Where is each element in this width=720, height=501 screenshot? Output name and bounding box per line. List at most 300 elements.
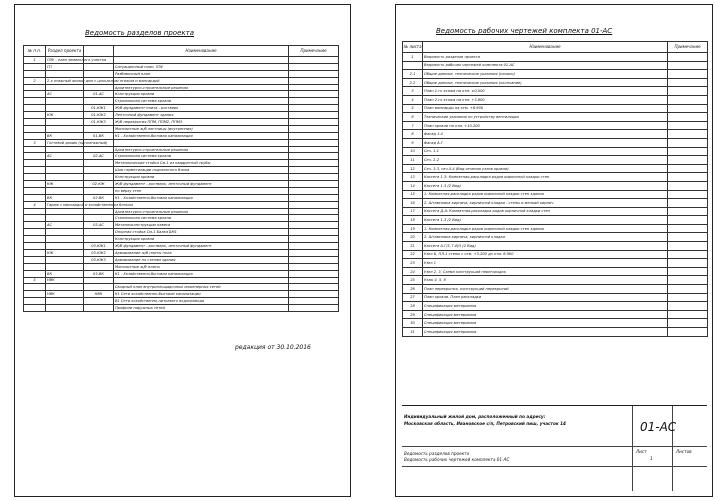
- drawings-cell: 17: [403, 207, 423, 216]
- drawings-row: [403, 267, 708, 276]
- sections-cell: [84, 215, 114, 222]
- drawings-cell: 7: [403, 121, 423, 130]
- sections-row: [24, 160, 339, 167]
- sections-cell: К1 - Хозяйственно-бытовая канализация: [114, 270, 289, 277]
- sections-cell: 01-АС: [84, 91, 114, 98]
- sections-cell: [289, 146, 339, 153]
- sections-cell: [289, 119, 339, 126]
- sections-cell: 03-ВК: [84, 270, 114, 277]
- drawings-header-cell: Примечание: [668, 42, 708, 53]
- sections-cell: [24, 263, 46, 270]
- drawings-cell: 22: [403, 250, 423, 259]
- sections-cell: Металлические стойки См-1 из квадратной трубы: [114, 160, 289, 167]
- drawings-row: [403, 190, 708, 199]
- sections-cell: К1 - Хозяйственно-бытовая канализация: [114, 132, 289, 139]
- sections-cell: Гараж с мансардой и хозяйственным блоком: [47, 202, 133, 207]
- sections-row: [24, 98, 339, 105]
- drawings-row: [403, 181, 708, 190]
- sections-cell: [84, 284, 114, 291]
- title-block: [402, 405, 707, 491]
- sections-cell: [289, 70, 339, 77]
- sections-row: [24, 105, 339, 112]
- drawings-cell: [668, 113, 708, 122]
- sections-cell: Ленточный фундамент здания: [114, 112, 289, 119]
- drawings-row: [403, 173, 708, 182]
- sections-cell: Сводный план внутриплощадочных инженерных сетей: [114, 284, 289, 291]
- drawings-cell: [668, 53, 708, 62]
- drawings-cell: [668, 276, 708, 285]
- sections-cell: [24, 70, 46, 77]
- drawings-cell: 1. Комнатная-раскладка рядов кирпичной кладки стен здания: [423, 224, 668, 233]
- sections-cell: [24, 98, 46, 105]
- sections-cell: 1: [24, 57, 46, 64]
- sections-cell: Архитектурно-строительные решения: [114, 84, 289, 91]
- drawings-cell: [668, 293, 708, 302]
- drawings-cell: 24: [403, 267, 423, 276]
- drawings-row: [403, 164, 708, 173]
- sections-cell: Ж/б фундамент - ростверк, ленточный фундамент: [114, 243, 289, 250]
- sections-header-cell: № п.п.: [24, 46, 46, 57]
- sections-cell: Шов герметизации подоконного блока: [114, 167, 289, 174]
- drawings-cell: [668, 87, 708, 96]
- sections-row: [24, 243, 339, 250]
- sections-cell: [84, 263, 114, 270]
- drawings-row: [403, 147, 708, 156]
- drawings-cell: [668, 104, 708, 113]
- drawings-cell: Сеч. 2-2: [423, 156, 668, 165]
- sections-row: [24, 119, 339, 126]
- sections-cell: Стропильная система кровли: [114, 98, 289, 105]
- drawings-row: [403, 319, 708, 328]
- sections-cell: [24, 174, 46, 181]
- sections-cell: 02-АС: [84, 153, 114, 160]
- sections-row: [24, 132, 339, 139]
- sections-row: [24, 139, 339, 146]
- drawings-cell: 16: [403, 199, 423, 208]
- drawings-row: [403, 302, 708, 311]
- sections-cell: [46, 215, 84, 222]
- drawings-row: [403, 121, 708, 130]
- drawings-cell: [668, 181, 708, 190]
- sections-cell: [84, 298, 114, 305]
- sections-cell: [289, 243, 339, 250]
- sections-cell: АС: [46, 91, 84, 98]
- drawings-cell: [668, 207, 708, 216]
- sections-cell: [46, 298, 84, 305]
- drawings-cell: 12: [403, 164, 423, 173]
- sections-cell: [24, 284, 46, 291]
- drawings-row: [403, 156, 708, 165]
- sections-cell: НВК: [46, 291, 84, 298]
- sections-row: [24, 270, 339, 277]
- left-drawing-sheet: [14, 4, 351, 497]
- sections-cell: К1 - Хозяйственно-бытовая канализация: [114, 194, 289, 201]
- sections-row: [24, 263, 339, 270]
- drawings-cell: Кассета А-Г/3, Г-В/3 (2 Вид): [423, 242, 668, 251]
- sections-row: [24, 194, 339, 201]
- drawings-row: [403, 113, 708, 122]
- drawings-cell: Ведомость рабочих чертежей комплекта 01-АС: [423, 61, 668, 70]
- sections-cell: АС: [46, 222, 84, 229]
- drawings-cell: Кассета 1-3 (2 Вид): [423, 181, 668, 190]
- drawings-cell: 2.2: [403, 78, 423, 87]
- sections-cell: ГП: [46, 63, 84, 70]
- sections-cell: [46, 256, 84, 263]
- sections-cell: 03-КЖ2: [84, 249, 114, 256]
- sections-row: [24, 298, 339, 305]
- sections-cell: [84, 167, 114, 174]
- sections-cell: [24, 167, 46, 174]
- sections-cell: [289, 84, 339, 91]
- sections-cell: 03-КЖ1: [84, 243, 114, 250]
- drawings-row: [403, 207, 708, 216]
- project-address: Московская область, Ивановское с/п, Петровский пиш, участок 14: [404, 421, 566, 426]
- drawings-cell: 30: [403, 319, 423, 328]
- sections-cell: [84, 98, 114, 105]
- drawings-cell: [668, 121, 708, 130]
- sections-cell: 02-КЖ: [84, 181, 114, 188]
- right-sheet-title: Ведомость рабочих чертежей комплекта 01-АС: [436, 27, 613, 35]
- sections-cell: Монолитные ж/б лестницы (внутренние): [114, 125, 289, 132]
- sections-cell: 01-ВК: [84, 132, 114, 139]
- sections-cell: Архитектурно-строительные решения: [114, 208, 289, 215]
- sections-cell: [289, 277, 339, 284]
- sections-cell: [289, 153, 339, 160]
- sections-cell: [46, 174, 84, 181]
- sections-cell: [84, 70, 114, 77]
- drawings-row: [403, 310, 708, 319]
- sections-cell: Архитектурно-строительные решения: [114, 146, 289, 153]
- sections-cell: [289, 236, 339, 243]
- sections-cell: 01-КЖ1: [84, 105, 114, 112]
- drawing-code: 01-АС: [640, 420, 677, 434]
- drawings-cell: Сеч. 1-1: [423, 147, 668, 156]
- sections-cell: [46, 236, 84, 243]
- sections-cell: Стропильная система кровли: [114, 153, 289, 160]
- sections-cell: [24, 84, 46, 91]
- sections-cell: [84, 84, 114, 91]
- drawings-cell: [668, 138, 708, 147]
- drawings-cell: [668, 328, 708, 337]
- sections-cell: [289, 284, 339, 291]
- drawings-row: [403, 70, 708, 79]
- drawings-row: [403, 53, 708, 62]
- drawings-cell: 4: [403, 95, 423, 104]
- sections-cell: 01-КЖ3: [84, 119, 114, 126]
- sections-cell: [289, 194, 339, 201]
- sections-cell: [46, 119, 84, 126]
- drawings-cell: 31: [403, 328, 423, 337]
- sections-cell: АС: [46, 153, 84, 160]
- sections-cell: КЖ: [46, 249, 84, 256]
- drawings-cell: План мансарды на отм. +6.900: [423, 104, 668, 113]
- sections-row: [24, 181, 339, 188]
- revision-note: редакция от 30.10.2016: [235, 344, 311, 351]
- drawings-row: [403, 233, 708, 242]
- sections-cell: 03-АС: [84, 222, 114, 229]
- drawings-cell: [668, 78, 708, 87]
- sections-cell: [289, 256, 339, 263]
- sections-row: [24, 146, 339, 153]
- sections-cell: [24, 181, 46, 188]
- drawings-cell: 2. Штамповка кирпича, кирпичной кладки: [423, 233, 668, 242]
- sections-cell: [46, 243, 84, 250]
- sections-cell: ВК: [46, 132, 84, 139]
- drawings-cell: План кровли на отм. +10.200: [423, 121, 668, 130]
- sections-row: [24, 84, 339, 91]
- drawings-cell: [668, 216, 708, 225]
- sections-cell: [24, 63, 46, 70]
- drawings-row: [403, 87, 708, 96]
- drawings-cell: Общие данные, технические указания (окончание): [423, 78, 668, 87]
- sections-cell: Ж/б перекрытия ППМ, ППМ2, ППМ3: [114, 119, 289, 126]
- sections-cell: [84, 160, 114, 167]
- sections-cell: [46, 305, 84, 312]
- sections-cell: К1 Сети хозяйственно-бытовой канализации: [114, 291, 289, 298]
- sections-cell: Профили наружных сетей: [114, 305, 289, 312]
- sections-header-cell: Примечание: [289, 46, 339, 57]
- sections-cell: [289, 181, 339, 188]
- sections-cell: [24, 125, 46, 132]
- drawings-cell: 6: [403, 113, 423, 122]
- sections-cell: [289, 112, 339, 119]
- drawings-row: [403, 242, 708, 251]
- drawings-cell: 23: [403, 259, 423, 268]
- sections-cell: [24, 305, 46, 312]
- sections-cell: [289, 249, 339, 256]
- sections-cell: Ж/б фундамент плита - ростверк: [114, 105, 289, 112]
- sections-cell: Металлоконструкции навеса: [114, 222, 289, 229]
- sections-cell: [24, 208, 46, 215]
- sections-cell: Опорная стойка См-1 Балка БМ1: [114, 229, 289, 236]
- sections-cell: [114, 139, 289, 146]
- drawings-cell: [668, 242, 708, 251]
- drawings-cell: План кровли. План раскладки: [423, 293, 668, 302]
- drawings-cell: 27: [403, 293, 423, 302]
- sections-cell: [84, 229, 114, 236]
- sections-cell: КЖ: [46, 181, 84, 188]
- drawings-header-cell: Наименование: [423, 42, 668, 53]
- drawings-cell: 8: [403, 130, 423, 139]
- sections-cell: [114, 201, 289, 208]
- sections-cell: [84, 277, 114, 284]
- sections-cell: Монолитные ж/б плиты: [114, 263, 289, 270]
- sheet-number: 1: [650, 456, 653, 461]
- sections-cell: [289, 222, 339, 229]
- sections-cell: [24, 229, 46, 236]
- drawings-cell: План перекрытия, конструкций перекрытий: [423, 285, 668, 294]
- sections-cell: Конструкция кровли: [114, 91, 289, 98]
- sections-cell: [289, 263, 339, 270]
- sections-cell: [289, 139, 339, 146]
- drawings-cell: 19: [403, 224, 423, 233]
- sections-row: [24, 305, 339, 312]
- sections-cell: [84, 236, 114, 243]
- drawings-header-row: [403, 42, 708, 53]
- drawings-cell: План 1-го этажа на отм. ±0.000: [423, 87, 668, 96]
- sections-cell: [84, 146, 114, 153]
- sections-cell: [289, 208, 339, 215]
- sections-cell: по верху стен: [114, 187, 289, 194]
- sections-row: [24, 112, 339, 119]
- drawings-cell: План 2-го этажа на отм. +3.600: [423, 95, 668, 104]
- stamp-title-1: Ведомость разделов проекта: [404, 451, 470, 456]
- sections-cell: Армирование ж/б плиты пола: [114, 249, 289, 256]
- sections-cell: [24, 222, 46, 229]
- sections-cell: КЖ: [46, 112, 84, 119]
- sections-cell: [84, 63, 114, 70]
- sections-cell: [46, 84, 84, 91]
- drawings-cell: 20: [403, 233, 423, 242]
- sections-header-row: [24, 46, 339, 57]
- drawings-cell: Кассета 1-3: Комнатная-раскладка рядов кирпичной кладки стен: [423, 173, 668, 182]
- sections-cell: [24, 146, 46, 153]
- drawings-cell: [668, 156, 708, 165]
- sections-cell: [46, 284, 84, 291]
- drawings-row: [403, 293, 708, 302]
- drawings-cell: Кассета Д-А: Комнатная-раскладка рядов кирпичной кладки стен: [423, 207, 668, 216]
- sections-cell: [24, 270, 46, 277]
- right-drawing-sheet: [395, 4, 713, 497]
- drawings-row: [403, 216, 708, 225]
- sections-cell: [24, 215, 46, 222]
- sections-row: [24, 215, 339, 222]
- sections-header-cell: Раздел проекта: [46, 46, 84, 57]
- sections-row: [24, 63, 339, 70]
- drawings-cell: Спецификация материалов: [423, 319, 668, 328]
- sections-cell: [46, 125, 84, 132]
- sections-cell: [289, 167, 339, 174]
- sections-cell: [289, 57, 339, 64]
- sections-cell: [24, 153, 46, 160]
- sections-cell: [289, 187, 339, 194]
- drawings-cell: [668, 319, 708, 328]
- drawings-cell: Спецификация материалов: [423, 310, 668, 319]
- sections-cell: [24, 256, 46, 263]
- sections-cell: [24, 105, 46, 112]
- sections-row: [24, 187, 339, 194]
- sections-cell: [289, 160, 339, 167]
- project-name: Индивидуальный жилой дом, расположенный по адресу:: [404, 414, 546, 419]
- sections-cell: [114, 57, 289, 64]
- sections-cell: Ситуационный план, ПЗУ: [114, 63, 289, 70]
- sections-cell: [289, 132, 339, 139]
- sections-cell: Стропильная система кровли: [114, 215, 289, 222]
- sections-cell: [46, 146, 84, 153]
- sections-row: [24, 222, 339, 229]
- drawings-cell: Кассета 1-3 (2 Вид): [423, 216, 668, 225]
- drawings-cell: Спецификация материалов: [423, 328, 668, 337]
- sections-row: [24, 125, 339, 132]
- sections-cell: [84, 208, 114, 215]
- sections-cell: [289, 215, 339, 222]
- sections-cell: [24, 132, 46, 139]
- sections-cell: 2-х этажный жилой дом с цокольным этажом и мансардой: [47, 78, 160, 83]
- sections-row: [24, 236, 339, 243]
- sections-cell: [289, 201, 339, 208]
- drawings-row: [403, 224, 708, 233]
- sections-cell: [84, 174, 114, 181]
- sections-cell: [289, 77, 339, 84]
- sections-row: [24, 167, 339, 174]
- sections-row: [24, 57, 339, 64]
- drawings-cell: 14: [403, 181, 423, 190]
- sections-cell: НВК: [84, 291, 114, 298]
- sections-cell: [289, 291, 339, 298]
- sections-cell: [46, 229, 84, 236]
- drawings-cell: [668, 199, 708, 208]
- drawings-cell: Спецификация материалов: [423, 302, 668, 311]
- sections-row: [24, 249, 339, 256]
- sections-row: [24, 70, 339, 77]
- sections-cell: [289, 63, 339, 70]
- sections-cell: Конструкция кровли: [114, 236, 289, 243]
- sections-cell: [24, 187, 46, 194]
- drawings-cell: 2. Штамповка кирпича, кирпичной кладки - стены и мелкий кирпич: [423, 199, 668, 208]
- sections-row: [24, 291, 339, 298]
- sheet-label: Лист: [636, 449, 647, 454]
- drawings-row: [403, 61, 708, 70]
- sections-row: [24, 174, 339, 181]
- sections-cell: ВК: [46, 270, 84, 277]
- drawings-cell: [668, 224, 708, 233]
- sections-cell: [84, 305, 114, 312]
- sections-cell: [24, 298, 46, 305]
- drawings-row: [403, 259, 708, 268]
- drawings-cell: 1: [403, 53, 423, 62]
- drawings-cell: 21: [403, 242, 423, 251]
- drawings-cell: [668, 259, 708, 268]
- drawings-cell: 29: [403, 310, 423, 319]
- drawings-cell: Узлы 4, 5, 6: [423, 276, 668, 285]
- drawings-cell: 26: [403, 285, 423, 294]
- drawings-cell: 11: [403, 156, 423, 165]
- sections-cell: [24, 236, 46, 243]
- sections-cell: [289, 270, 339, 277]
- sections-cell: [289, 298, 339, 305]
- sections-cell: В1 Сети хозяйственно-питьевого водопровода: [114, 298, 289, 305]
- sections-row: [24, 77, 339, 84]
- sections-row: [24, 201, 339, 208]
- drawings-cell: Ведомость разделов проекта: [423, 53, 668, 62]
- sections-header-cell: Наименование: [114, 46, 289, 57]
- drawings-cell: 15: [403, 190, 423, 199]
- left-sheet-title: Ведомость разделов проекта: [85, 29, 194, 37]
- drawings-cell: [668, 70, 708, 79]
- drawings-cell: [668, 61, 708, 70]
- drawings-row: [403, 250, 708, 259]
- sections-row: [24, 153, 339, 160]
- drawings-cell: [668, 267, 708, 276]
- drawings-cell: [668, 147, 708, 156]
- drawings-cell: [668, 285, 708, 294]
- sections-cell: [24, 291, 46, 298]
- sections-cell: 3: [24, 139, 46, 146]
- drawings-row: [403, 95, 708, 104]
- drawings-header-cell: № листа: [403, 42, 423, 53]
- drawings-cell: [668, 310, 708, 319]
- sections-cell: НВК: [46, 277, 84, 284]
- drawings-table: [402, 41, 708, 337]
- drawings-row: [403, 199, 708, 208]
- drawings-cell: 1. Комнатная-раскладка рядов кирпичной кладки стен здания: [423, 190, 668, 199]
- sections-cell: [46, 98, 84, 105]
- drawings-cell: [668, 95, 708, 104]
- sections-cell: Конструкция кровли: [114, 174, 289, 181]
- drawings-cell: [668, 173, 708, 182]
- stamp-title-2: Ведомость рабочих чертежей комплекта 01-АС: [404, 457, 510, 462]
- drawings-cell: 25: [403, 276, 423, 285]
